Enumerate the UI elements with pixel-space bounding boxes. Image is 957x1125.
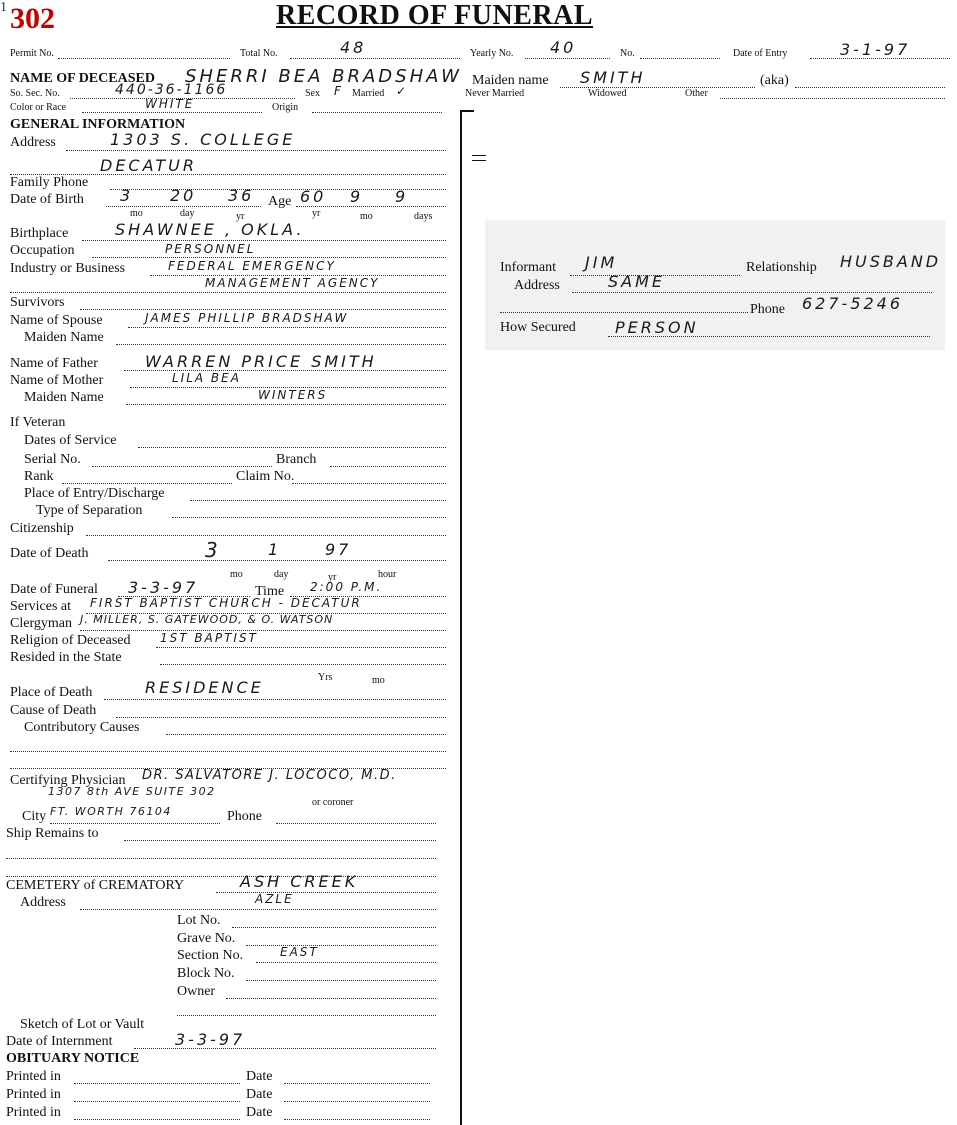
printed-in-line-2 — [74, 1101, 240, 1102]
city-phone-line — [276, 823, 436, 824]
dob-day: 20 — [170, 186, 197, 205]
permit-no-label: Permit No. — [10, 48, 54, 59]
claim-no-label: Claim No. — [236, 469, 295, 484]
cemetery-line — [216, 892, 436, 893]
rank-label: Rank — [24, 469, 54, 484]
death-yr: 97 — [325, 540, 352, 559]
spouse-maiden-line — [116, 344, 446, 345]
divider-tick-top — [460, 110, 474, 112]
dob-day-caption: day — [180, 208, 195, 219]
ship-remains-line — [124, 840, 436, 841]
branch-line — [330, 466, 446, 467]
address-line-1 — [66, 150, 446, 151]
printed-date-line-1 — [284, 1083, 430, 1084]
industry-line-2 — [10, 292, 446, 293]
place-of-death-value: RESIDENCE — [145, 678, 264, 697]
general-information-heading: GENERAL INFORMATION — [10, 117, 186, 132]
address-label: Address — [10, 135, 56, 150]
ssn-value: 440-36-1166 — [115, 82, 228, 98]
physician-value-1: DR. SALVATORE J. LOCOCO, M.D. — [142, 768, 397, 783]
date-of-death-label: Date of Death — [10, 546, 89, 561]
page-title: RECORD OF FUNERAL — [276, 0, 594, 31]
spouse-line — [128, 327, 446, 328]
funeral-time-value: 2:00 P.M. — [310, 580, 383, 594]
physician-value-2: 1307 8th AVE SUITE 302 — [48, 785, 216, 798]
no-label: No. — [620, 48, 635, 59]
serial-no-label: Serial No. — [24, 452, 81, 467]
funeral-yr-caption: yr — [328, 572, 337, 583]
relationship-value: HUSBAND — [840, 252, 942, 271]
widowed-label: Widowed — [588, 88, 627, 99]
funeral-hour-caption: hour — [378, 569, 397, 580]
origin-line — [312, 112, 442, 113]
married-label: Married — [352, 88, 385, 99]
city-value: FT. WORTH 76104 — [50, 805, 172, 818]
birthplace-line — [82, 240, 446, 241]
printed-date-label-2: Date — [246, 1087, 273, 1102]
occupation-line — [92, 257, 446, 258]
yearly-no-label: Yearly No. — [470, 48, 514, 59]
funeral-mo-caption: mo — [230, 569, 243, 580]
date-of-interment-label: Date of Internment — [6, 1034, 113, 1049]
other-label: Other — [685, 88, 708, 99]
funeral-day-caption: day — [274, 569, 289, 580]
branch-label: Branch — [276, 452, 317, 467]
services-at-label: Services at — [10, 599, 72, 614]
block-no-line — [246, 980, 436, 981]
printed-date-line-3 — [284, 1119, 430, 1120]
place-of-entry-label: Place of Entry/Discharge — [24, 486, 165, 501]
industry-value-2: MANAGEMENT AGENCY — [205, 276, 380, 290]
survivors-label: Survivors — [10, 295, 65, 310]
yrs-caption: Yrs — [318, 672, 333, 683]
printed-in-line-3 — [74, 1119, 240, 1120]
mother-maiden-value: WINTERS — [258, 388, 328, 402]
or-coroner-caption: or coroner — [312, 797, 354, 808]
informant-value: JIM — [585, 253, 618, 272]
informant-address-label: Address — [514, 278, 560, 293]
religion-line — [156, 647, 446, 648]
how-secured-value: PERSON — [615, 318, 699, 337]
type-of-separation-line — [172, 517, 446, 518]
section-no-value: EAST — [280, 945, 319, 959]
owner-label: Owner — [177, 984, 216, 999]
aka-label: (aka) — [760, 73, 789, 88]
address-value-2: DECATUR — [100, 156, 197, 175]
printed-in-label-2: Printed in — [6, 1087, 61, 1102]
sex-label: Sex — [305, 88, 320, 99]
age-mo-caption: mo — [360, 211, 373, 222]
sex-value: F — [334, 84, 343, 98]
city-line — [50, 823, 220, 824]
origin-label: Origin — [272, 102, 299, 113]
obituary-heading: OBITUARY NOTICE — [6, 1051, 140, 1066]
grave-no-label: Grave No. — [177, 931, 236, 946]
spouse-label: Name of Spouse — [10, 313, 103, 328]
maiden-name-top-value: SMITH — [580, 68, 646, 87]
never-married-label: Never Married — [465, 88, 525, 99]
name-of-deceased-label: NAME OF DECEASED — [10, 71, 155, 86]
age-days: 9 — [395, 187, 409, 206]
age-yr: 60 — [300, 187, 327, 206]
death-mo: 3 — [205, 538, 221, 562]
printed-in-label-3: Printed in — [6, 1105, 61, 1120]
spouse-maiden-label: Maiden Name — [24, 330, 104, 345]
informant-address-line — [572, 292, 932, 293]
section-no-label: Section No. — [177, 948, 244, 963]
dob-line — [106, 206, 261, 207]
clergyman-line — [80, 630, 446, 631]
mother-value: LILA BEA — [172, 371, 241, 385]
dob-yr: 36 — [228, 186, 255, 205]
cemetery-address-line — [80, 909, 436, 910]
cemetery-address-label: Address — [20, 895, 66, 910]
father-value: WARREN PRICE SMITH — [145, 352, 377, 371]
section-no-line — [256, 962, 436, 963]
column-divider — [460, 110, 462, 1125]
race-line — [82, 112, 262, 113]
owner-line-2 — [177, 1015, 436, 1016]
date-of-entry-value: 3-1-97 — [840, 40, 911, 59]
rank-line — [62, 483, 232, 484]
date-of-death-line — [108, 560, 446, 561]
informant-phone-label: Phone — [750, 302, 785, 317]
industry-value-1: FEDERAL EMERGENCY — [168, 259, 336, 273]
aka-line — [795, 87, 945, 88]
informant-address-value: SAME — [608, 272, 666, 291]
mother-label: Name of Mother — [10, 373, 104, 388]
age-label: Age — [268, 194, 292, 209]
permit-no-line — [58, 58, 230, 59]
death-day: 1 — [268, 540, 282, 559]
certifying-physician-label: Certifying Physician — [10, 773, 126, 788]
dates-of-service-label: Dates of Service — [24, 433, 117, 448]
informant-address-line-2 — [500, 312, 748, 313]
page-number: 302 — [10, 2, 55, 35]
clergyman-value: J. MILLER, S. GATEWOOD, & O. WATSON — [80, 613, 334, 626]
age-line — [296, 206, 446, 207]
birthplace-value: SHAWNEE , OKLA. — [115, 220, 305, 239]
services-at-value: FIRST BAPTIST CHURCH - DECATUR — [90, 596, 362, 610]
sketch-label: Sketch of Lot or Vault — [20, 1017, 145, 1032]
citizenship-label: Citizenship — [10, 521, 74, 536]
cause-of-death-line — [116, 717, 446, 718]
contributory-line — [166, 734, 446, 735]
corner-mark: 1 — [0, 0, 7, 15]
address-value-1: 1303 S. COLLEGE — [110, 130, 296, 149]
lot-no-label: Lot No. — [177, 913, 221, 928]
city-phone-label: Phone — [227, 809, 262, 824]
ship-remains-label: Ship Remains to — [6, 826, 99, 841]
other-line — [720, 98, 945, 99]
time-label: Time — [255, 584, 285, 599]
occupation-label: Occupation — [10, 243, 75, 258]
ship-remains-line-2 — [6, 858, 436, 859]
funeral-date-value: 3-3-97 — [128, 578, 199, 597]
mo-caption: mo — [372, 675, 385, 686]
religion-value: 1ST BAPTIST — [160, 631, 258, 645]
clergyman-label: Clergyman — [10, 616, 72, 631]
cemetery-value: ASH CREEK — [240, 872, 359, 891]
father-label: Name of Father — [10, 356, 98, 371]
resided-line — [160, 664, 446, 665]
race-label: Color or Race — [10, 102, 67, 113]
type-of-separation-label: Type of Separation — [36, 503, 143, 518]
claim-no-line — [292, 483, 446, 484]
spouse-value: JAMES PHILLIP BRADSHAW — [145, 311, 349, 325]
relationship-label: Relationship — [746, 260, 817, 275]
mother-maiden-line — [126, 404, 446, 405]
owner-line — [226, 998, 436, 999]
cause-of-death-label: Cause of Death — [10, 703, 97, 718]
grave-no-line — [246, 945, 436, 946]
how-secured-label: How Secured — [500, 320, 576, 335]
resided-label: Resided in the State — [10, 650, 122, 665]
total-no-label: Total No. — [240, 48, 278, 59]
cemetery-address-value: AZLE — [255, 892, 294, 906]
total-no-line — [290, 58, 460, 59]
if-veteran-label: If Veteran — [10, 415, 66, 430]
date-of-entry-label: Date of Entry — [733, 48, 788, 59]
family-phone-label: Family Phone — [10, 175, 89, 190]
ship-remains-line-3 — [6, 876, 436, 877]
yearly-no-line — [525, 58, 610, 59]
printed-date-label-1: Date — [246, 1069, 273, 1084]
divider-tick-a — [472, 155, 486, 156]
cemetery-label: CEMETERY of CREMATORY — [6, 878, 185, 893]
mother-maiden-label: Maiden Name — [24, 390, 104, 405]
place-of-death-label: Place of Death — [10, 685, 93, 700]
block-no-label: Block No. — [177, 966, 235, 981]
industry-label: Industry or Business — [10, 261, 126, 276]
contributory-line-2 — [10, 751, 446, 752]
dob-yr-caption: yr — [236, 211, 245, 222]
contributory-label: Contributory Causes — [24, 720, 140, 735]
city-label: City — [22, 809, 47, 824]
dob-mo-caption: mo — [130, 208, 143, 219]
dob-mo: 3 — [120, 186, 134, 205]
age-mo: 9 — [350, 187, 364, 206]
race-value: WHITE — [145, 97, 195, 111]
printed-in-line-1 — [74, 1083, 240, 1084]
maiden-name-top-label: Maiden name — [472, 73, 549, 88]
informant-phone-value: 627-5246 — [802, 294, 904, 313]
date-of-interment-value: 3-3-97 — [175, 1030, 246, 1049]
occupation-value: PERSONNEL — [165, 242, 256, 256]
religion-label: Religion of Deceased — [10, 633, 131, 648]
printed-in-label-1: Printed in — [6, 1069, 61, 1084]
name-of-deceased-value: SHERRI BEA BRADSHAW — [185, 66, 462, 87]
date-of-birth-label: Date of Birth — [10, 192, 84, 207]
citizenship-line — [86, 535, 446, 536]
age-yr-caption: yr — [312, 208, 321, 219]
no-line — [640, 58, 720, 59]
married-check: ✓ — [396, 84, 409, 98]
informant-label: Informant — [500, 260, 556, 275]
lot-no-line — [232, 927, 436, 928]
yearly-no-value: 40 — [550, 38, 577, 57]
place-of-entry-line — [190, 500, 446, 501]
survivors-line — [80, 309, 446, 310]
total-no-value: 48 — [340, 38, 367, 57]
birthplace-label: Birthplace — [10, 226, 69, 241]
printed-date-label-3: Date — [246, 1105, 273, 1120]
date-of-funeral-label: Date of Funeral — [10, 582, 98, 597]
place-of-death-line — [104, 699, 446, 700]
serial-no-line — [92, 466, 272, 467]
age-days-caption: days — [414, 211, 433, 222]
divider-tick-b — [472, 160, 486, 161]
printed-date-line-2 — [284, 1101, 430, 1102]
ssn-label: So. Sec. No. — [10, 88, 60, 99]
dates-of-service-line — [138, 447, 446, 448]
